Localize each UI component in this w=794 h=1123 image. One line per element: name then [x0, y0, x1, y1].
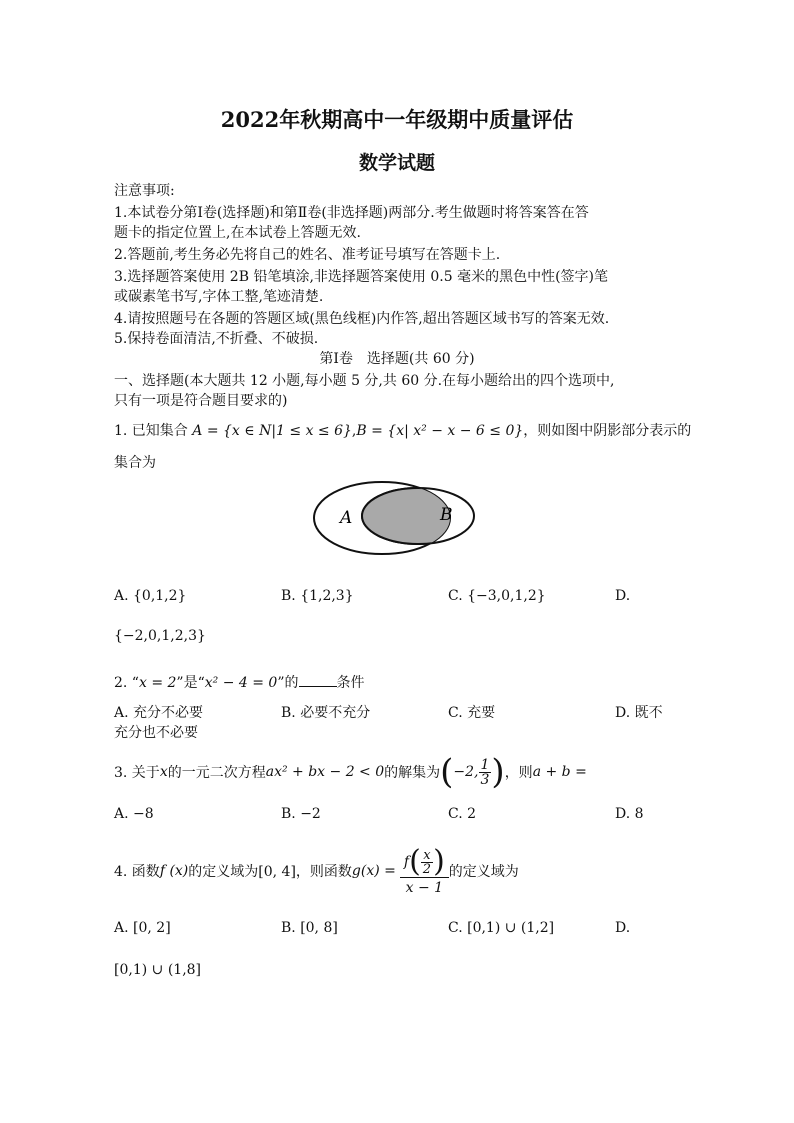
q4-text-2: 的定义域为 [448, 864, 519, 880]
section-intro-1: 一、选择题(本大题共 12 小题,每小题 5 分,共 60 分.在每小题给出的四个选项中, [114, 373, 615, 389]
q3-option-c: C. 2 [448, 806, 477, 822]
q3-text-1: 的一元二次方程 [167, 765, 266, 781]
q1-option-b: B. {1,2,3} [281, 588, 354, 604]
q4-num-f: f [403, 854, 410, 870]
q2-prefix: 2. “ [114, 675, 139, 691]
q3-option-d: D. 8 [615, 806, 644, 822]
exam-title: 2022年秋期高中一年级期中质量评估 [220, 107, 574, 132]
venn-diagram [300, 476, 490, 572]
q3-interval-left: −2, [453, 764, 479, 780]
notes-line-1: 1.本试卷分第Ⅰ卷(选择题)和第Ⅱ卷(非选择题)两部分.考生做题时将答案答在答 [114, 205, 589, 221]
q2-cond-2: x² − 4 = 0 [204, 675, 278, 691]
q2-mid: ”是“ [176, 675, 205, 691]
q1-option-c: C. {−3,0,1,2} [448, 588, 546, 604]
q2-option-d-content: 充分也不必要 [114, 725, 198, 741]
q1-line-2: 集合为 [114, 455, 156, 471]
q3-frac-num: 1 [480, 756, 490, 773]
q4-text-1: 的定义域为[0, 4]，则函数 [188, 864, 352, 880]
q4-prefix: 4. 函数 [114, 864, 160, 880]
q2-cond-1: x = 2 [138, 675, 177, 691]
q4-option-d-content: [0,1) ∪ (1,8] [114, 962, 202, 978]
q4-g: g(x) = [351, 863, 396, 879]
notes-line-2: 题卡的指定位置上,在本试卷上答题无效. [114, 225, 361, 241]
q2-option-a: A. 充分不必要 [114, 705, 204, 721]
q2-option-c: C. 充要 [448, 705, 496, 721]
q1-sep: , [351, 423, 357, 439]
notes-line-4: 3.选择题答案使用 2B 铅笔填涂,非选择题答案使用 0.5 毫米的黑色中性(签字)笔 [114, 269, 608, 285]
notes-line-5: 或碳素笔书写,字体工整,笔迹清楚. [114, 289, 324, 305]
q1-option-a: A. {0,1,2} [114, 588, 187, 604]
q4-fraction [400, 844, 449, 896]
q2-suffix: 条件 [336, 675, 365, 691]
q3-option-b: B. −2 [281, 806, 321, 822]
q3-ask: a + b = [532, 764, 587, 780]
q4-f: f (x) [159, 863, 189, 879]
q4-option-b: B. [0, 8] [281, 920, 338, 936]
section-title: 第Ⅰ卷 选择题(共 60 分) [319, 351, 475, 367]
q3-fraction [479, 758, 492, 787]
q2-option-d: D. 既不 [615, 705, 663, 721]
venn-label-b: B [440, 505, 453, 525]
venn-label-a: A [340, 508, 353, 528]
q2-end: ”的 [277, 675, 299, 691]
q4-numerator [400, 844, 449, 879]
section-intro-2: 只有一项是符合题目要求的) [114, 393, 288, 409]
q3-left-paren-glyph: ( [440, 752, 454, 792]
q4-num-right-paren: ) [433, 844, 445, 879]
q4-inner-den: 2 [422, 861, 432, 877]
q4-option-a: A. [0, 2] [114, 920, 171, 936]
q3-text-2: 的解集为 [384, 765, 441, 781]
q1-option-d: D. [615, 588, 631, 604]
q4-denominator: x − 1 [405, 880, 444, 896]
exam-subtitle: 数学试题 [358, 152, 435, 174]
q3-right-paren-glyph: ) [491, 752, 505, 792]
notes-line-3: 2.答题前,考生务必先将自己的姓名、准考证号填写在答题卡上. [114, 247, 501, 263]
q4-inner-num: x [421, 849, 433, 863]
q1-set-b: B = {x| x² − x − 6 ≤ 0} [356, 423, 524, 439]
q2-blank [299, 672, 337, 687]
q4-num-left-paren: ( [409, 844, 421, 879]
question-2-stem [114, 672, 365, 692]
q3-option-a: A. −8 [114, 806, 154, 822]
q4-option-c: C. [0,1) ∪ (1,2] [448, 920, 555, 936]
q1-option-d-content: {−2,0,1,2,3} [114, 628, 206, 644]
q1-prefix: 1. 已知集合 [114, 423, 188, 439]
q4-inner-fraction [421, 849, 433, 876]
question-3-stem [114, 750, 587, 794]
q3-inequality: ax² + bx − 2 < 0 [265, 764, 385, 780]
q3-text-3: ，则 [504, 765, 533, 781]
notes-heading: 注意事项: [114, 183, 175, 199]
q3-var: x [159, 764, 168, 780]
q1-suffix: ，则如图中阴影部分表示的 [523, 423, 692, 439]
notes-line-7: 5.保持卷面清洁,不折叠、不破损. [114, 331, 319, 347]
q2-option-b: B. 必要不充分 [281, 705, 371, 721]
q3-frac-den: 3 [480, 771, 490, 788]
q1-set-a: A = {x ∈ N|1 ≤ x ≤ 6} [192, 423, 352, 439]
q3-prefix: 3. 关于 [114, 765, 160, 781]
notes-line-6: 4.请按照题号在各题的答题区域(黑色线框)内作答,超出答题区域书写的答案无效. [114, 311, 610, 327]
question-4-stem [114, 838, 519, 904]
q4-option-d: D. [615, 920, 631, 936]
question-1-stem [114, 420, 691, 440]
